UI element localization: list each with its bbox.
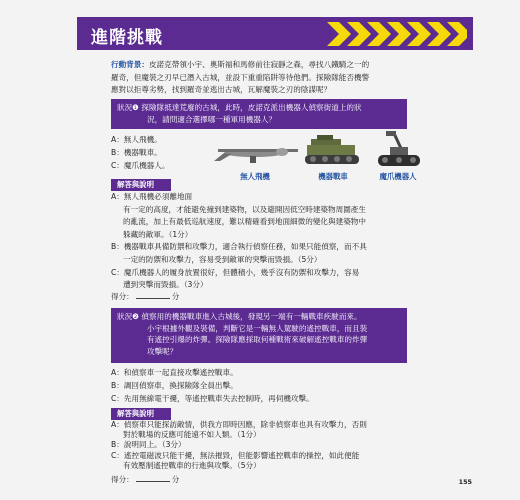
question-2-box [111, 308, 407, 363]
q1-answer-a: A：無人飛機必須離地面 [111, 192, 193, 201]
q1-answer-b: B：機器戰車具備防禦和攻擊力，適合執行偵察任務，如果只能偵察，而不具 [111, 242, 367, 252]
answer-line: 對於戰場的反應可能遠不如人類。（1分） [123, 430, 261, 440]
q2-score [111, 473, 179, 485]
answer-line: 有一定的高度，才能避免撞到建築物，以及避開因低空時建築物周圍產生 [123, 204, 366, 214]
background-paragraph [111, 59, 461, 97]
q2-option-a: A：和偵察車一起直接攻擊遙控戰車。 [111, 368, 238, 377]
question-1-line: 狀況❶ 探險隊抵達荒廢的古城，此時，皮諾克派出機器人偵察街道上的狀 [117, 103, 362, 112]
q1-score [111, 290, 179, 302]
claw-robot-icon [372, 131, 426, 171]
q2-answer-a: A：偵察車只能探訪敵情，供我方即時因應，除非偵察車也具有攻擊力，否則 [111, 420, 367, 429]
robot-tank-icon [303, 135, 363, 169]
figure-label-claw-robot: 魔爪機器人 [379, 172, 417, 181]
background-line: 羅奇，但魔裝之刃早已潛入古城，並設下重重陷阱等待他們。探險隊能否機警 [111, 72, 370, 82]
q2-option-c: C：先用無線電干擾，等遙控戰車失去控制時，再伺機攻擊。 [111, 394, 314, 403]
answer-line: 遭到突擊而毀損。（3分） [123, 280, 208, 290]
q1-answer-c: C：魔爪機器人的履身放置很好，但體積小，幾乎沒有防禦和攻擊力，容易 [111, 267, 360, 277]
question-1-line: 況，請問適合選擇哪一種軍用機器人？ [147, 114, 277, 124]
question-2-line: 小宇根據外觀及裝備，判斷它是一輛無人駕駛的遙控戰車，而且裝 [147, 323, 368, 333]
answer-line: 躲藏的敵軍。（1分） [123, 229, 193, 239]
question-1-box [111, 99, 407, 129]
answer-line: 的亂流，加上有最低巡航速度，難以精確看到地面細微的變化與建築物中 [123, 217, 366, 227]
page-title: 進階挑戰 [91, 28, 163, 48]
score-blank[interactable] [136, 473, 170, 482]
q2-answer-b: B：說明同上。（3分） [111, 440, 186, 450]
question-2-line: 狀況❷ 偵察用的機器戰車進入古城後，發現另一端有一輛戰車疾駛而來。 [117, 312, 362, 321]
page-number: 155 [458, 478, 472, 486]
score-blank[interactable] [136, 290, 170, 299]
q1-answers [111, 191, 441, 292]
score-unit: 分 [171, 475, 180, 484]
answer-line: 有效壓制遙控戰車的行進與攻擊。（5分） [123, 460, 261, 470]
q1-option-b: B：機器戰車。 [111, 148, 162, 157]
figure-label-tank: 機器戰車 [318, 172, 348, 181]
q1-answer-header: 解答與說明 [111, 179, 171, 191]
header-banner [77, 17, 473, 50]
answer-line: 一定的防禦和攻擊力，容易受到敵軍的突擊而毀損。（5分） [123, 254, 322, 264]
q1-option-a: A：無人飛機。 [111, 135, 162, 144]
q1-option-c: C：魔爪機器人。 [111, 161, 170, 170]
score-unit: 分 [171, 292, 180, 301]
q2-answer-c: C：遙控電磁波只能干擾，無法摧毀，但能影響遙控戰車的操控，如此便能 [111, 450, 360, 460]
question-2-line: 攻擊呢？ [147, 346, 178, 356]
figure-label-drone: 無人飛機 [240, 172, 270, 181]
score-label: 得分： [111, 475, 134, 484]
background-label: 行動背景： [111, 60, 149, 69]
drone-icon [212, 137, 302, 167]
question-2-line: 有遙控引爆的炸彈。探險隊應採取何種戰術來破解遙控戰車的炸彈 [147, 335, 368, 345]
q2-answers [111, 420, 441, 471]
q2-answer-header: 解答與說明 [111, 408, 171, 420]
score-label: 得分： [111, 292, 134, 301]
background-line: 皮諾克帶領小宇、奧斯福和馬修前往寂靜之森，尋找八鐵騎之一的 [148, 60, 370, 69]
chevron-decoration-icon [327, 22, 467, 46]
background-line: 應對以拒尊劣勢，找到羅奇並逃出古城，瓦解魔裝之刃的陰謀呢？ [111, 85, 332, 95]
q2-option-b: B：調回偵察車，換探險隊全員出擊。 [111, 381, 238, 390]
